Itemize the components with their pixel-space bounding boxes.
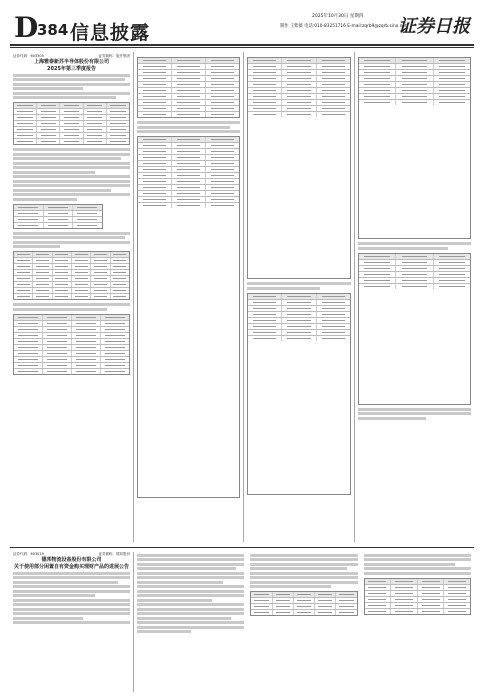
newspaper-logo: 证券日报 <box>398 16 470 37</box>
page-number: 384 <box>37 21 69 39</box>
announcement-bottom-body <box>137 552 471 692</box>
data-table <box>364 578 471 615</box>
data-table <box>137 57 240 118</box>
data-table <box>13 314 130 375</box>
editor-contact: 制作 王紫薇 电话:010-83251716 E-mail:zqrb9@zqrb.sina.net <box>280 24 407 29</box>
body-text <box>358 242 471 250</box>
body-text <box>13 74 130 100</box>
page-letter: D <box>14 11 39 44</box>
data-table <box>13 251 130 300</box>
announcement-report-title: 关于使用部分闲置自有资金购买理财产品的进展公告 <box>13 563 129 570</box>
announcement-company: 德邦物流设备股份有限公司 <box>41 557 102 563</box>
body-text <box>137 121 240 133</box>
column-divider <box>133 52 134 542</box>
column-divider <box>133 552 134 692</box>
financial-statements-column-3 <box>247 54 351 542</box>
data-table <box>13 204 103 229</box>
body-text <box>13 148 130 201</box>
page-header <box>10 8 474 46</box>
issue-date: 2025年10月30日 星期四 <box>312 14 364 19</box>
body-text <box>364 552 471 635</box>
body-text <box>13 232 130 249</box>
data-table <box>137 136 240 498</box>
column-divider <box>354 52 355 542</box>
body-text <box>358 408 471 420</box>
header-rule <box>10 44 474 46</box>
body-text <box>247 282 351 290</box>
stock-name: 证券简称：旭升集团 <box>98 54 130 58</box>
header-rule-thin <box>10 47 474 48</box>
section-divider <box>10 547 474 548</box>
announcement-report-title: 2025年第三季度报告 <box>47 65 96 72</box>
data-table <box>250 591 357 616</box>
announcement-company: 上海雅泰新苏半导体股份有限公司 <box>33 59 109 65</box>
announcement-column-1 <box>13 54 130 542</box>
data-table <box>358 253 471 405</box>
body-text <box>137 552 244 635</box>
data-table <box>247 293 351 495</box>
body-text <box>13 572 130 625</box>
section-title: 信息披露 <box>70 22 151 44</box>
data-table <box>13 102 130 145</box>
stock-name: 证券简称：德邦股份 <box>98 552 130 556</box>
financial-statements-column-2 <box>137 54 240 542</box>
data-table <box>247 57 351 279</box>
data-table <box>358 57 471 239</box>
announcement-bottom-left <box>13 552 130 692</box>
stock-code: 证券代码：603019 <box>13 552 44 556</box>
body-text <box>13 303 130 311</box>
stock-code: 证券代码：603305 <box>13 54 44 58</box>
body-text <box>250 552 357 635</box>
body-columns <box>137 552 471 635</box>
column-divider <box>243 52 244 542</box>
financial-statements-column-4 <box>358 54 471 542</box>
